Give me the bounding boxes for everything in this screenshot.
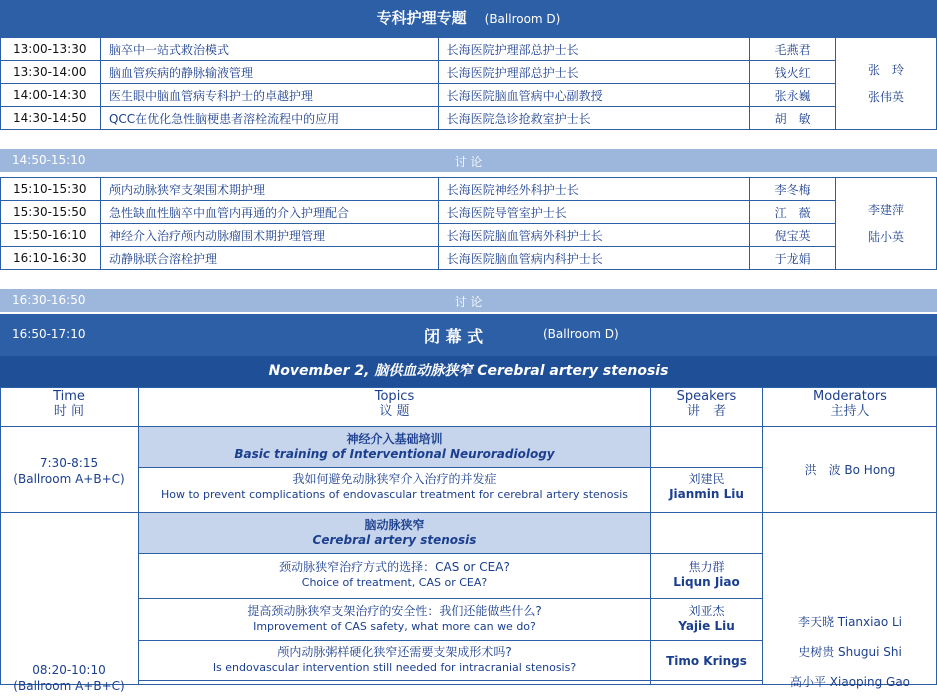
speaker-cell: 胡 敏 (750, 107, 836, 130)
header-time (0, 389, 138, 419)
session2-talk (139, 645, 650, 675)
session1-topic-en: Basic training of Interventional Neuroradiology (234, 447, 555, 461)
day-title: November 2, 脑供血动脉狭窄 Cerebral artery stenosis (268, 363, 669, 379)
topic-cell: QCC在优化急性脑梗患者溶栓流程中的应用 (100, 107, 438, 130)
speaker-name-en: Yajie Liu (678, 619, 735, 633)
org-cell: 长海医院脑血管病内科护士长 (438, 247, 750, 270)
discussion-time: 14:50-15:10 (12, 153, 86, 167)
speaker-name-en: Liqun Jiao (673, 575, 740, 589)
time-cell: 13:30-14:00 (1, 61, 101, 84)
day-title-bar (0, 356, 937, 387)
moderator-name: 李天晓 Tianxiao Li (797, 615, 903, 629)
table-row (1, 201, 937, 224)
discussion-time: 16:30-16:50 (12, 293, 86, 307)
table-row (1, 247, 937, 270)
moderator-name: 李建萍 (868, 202, 905, 217)
closing-room: (Ballroom D) (543, 327, 619, 341)
speaker-name-cn: 刘亚杰 (688, 604, 725, 618)
closing-ceremony-bar (0, 314, 937, 356)
session2-room: (Ballroom A+B+C) (13, 679, 125, 693)
moderator-name: 高小平 Xiaoping Gao (789, 675, 911, 689)
session1-topic-cn: 神经介入基础培训 (346, 432, 443, 446)
moderator-name: 陆小英 (868, 229, 905, 244)
session1-topic-box (139, 427, 650, 467)
moderator-cell (836, 38, 937, 130)
speaker-cell: 毛燕君 (750, 38, 836, 61)
topic-cell: 神经介入治疗颅内动脉瘤围术期护理管理 (100, 224, 438, 247)
session1-speaker (651, 472, 762, 502)
section-title: 专科护理专题 (376, 9, 467, 27)
topic-cell: 脑血管疾病的静脉输液管理 (100, 61, 438, 84)
time-cell: 15:10-15:30 (1, 178, 101, 201)
talk-title-cn: 颈动脉狭窄治疗方式的选择：CAS or CEA? (279, 560, 510, 574)
speaker-cell: 倪宝英 (750, 224, 836, 247)
session1-time (0, 455, 138, 487)
header-moderators (763, 389, 937, 419)
talk-title-cn: 颅内动脉粥样硬化狭窄还需要支架成形术吗? (277, 645, 512, 659)
session2-speaker (651, 604, 762, 634)
table-row (1, 38, 937, 61)
topic-cell: 急性缺血性脑卒中血管内再通的介入护理配合 (100, 201, 438, 224)
speaker-cell: 江 薇 (750, 201, 836, 224)
header-topics-en: Topics (374, 389, 415, 404)
org-cell: 长海医院脑血管病中心副教授 (438, 84, 750, 107)
talk-title-cn: 提高颈动脉狭窄支架治疗的安全性：我们还能做些什么? (247, 604, 542, 618)
table-row (1, 178, 937, 201)
grid-divider (139, 553, 762, 554)
topic-cell: 医生眼中脑血管病专科护士的卓越护理 (100, 84, 438, 107)
moderator-name: 张 玲 (868, 62, 905, 77)
org-cell: 长海医院急诊抢救室护士长 (438, 107, 750, 130)
session2-talk (139, 604, 650, 634)
session1-moderator: 洪 波 Bo Hong (804, 463, 896, 477)
section-room: (Ballroom D) (484, 12, 561, 26)
topic-cell: 动静脉联合溶栓护理 (100, 247, 438, 270)
session2-moderators (763, 607, 937, 697)
grid-divider (139, 640, 762, 641)
session1-talk (139, 472, 650, 502)
org-cell: 长海医院护理部总护士长 (438, 38, 750, 61)
header-speakers-en: Speakers (676, 389, 737, 404)
schedule-block-1 (0, 37, 937, 130)
session2-time-range: 08:20-10:10 (32, 663, 106, 677)
moderator-cell (836, 178, 937, 270)
table-row (1, 107, 937, 130)
session2-time (0, 662, 138, 694)
header-topics (139, 389, 650, 419)
header-time-cn: 时 间 (53, 404, 85, 419)
section-title-bar (0, 0, 937, 37)
grid-divider (139, 467, 762, 468)
time-cell: 14:00-14:30 (1, 84, 101, 107)
table-row (1, 84, 937, 107)
session1-time-range: 7:30-8:15 (39, 456, 99, 470)
discussion-row (0, 289, 937, 312)
closing-name: 闭 幕 式 (424, 327, 484, 346)
talk-title-cn: 我如何避免动脉狭窄介入治疗的并发症 (292, 472, 497, 486)
grid-divider (139, 598, 762, 599)
discussion-label: 讨 论 (454, 155, 483, 169)
session2-talk (139, 560, 650, 590)
session2-topic-box (139, 513, 650, 553)
speaker-name-cn: 刘建民 (688, 472, 725, 486)
org-cell: 长海医院导管室护士长 (438, 201, 750, 224)
talk-title-en: Improvement of CAS safety, what more can we do? (253, 620, 536, 633)
topic-cell: 脑卒中一站式救治模式 (100, 38, 438, 61)
org-cell: 长海医院神经外科护士长 (438, 178, 750, 201)
header-moderators-en: Moderators (813, 389, 887, 404)
speaker-name-en: Jianmin Liu (669, 487, 744, 501)
schedule-block-2 (0, 177, 937, 270)
topic-cell: 颅内动脉狭窄支架围术期护理 (100, 178, 438, 201)
speaker-name-cn: 焦力群 (688, 560, 725, 574)
speaker-cell: 李冬梅 (750, 178, 836, 201)
table-row (1, 61, 937, 84)
header-speakers-cn: 讲 者 (686, 404, 726, 419)
org-cell: 长海医院脑血管病外科护士长 (438, 224, 750, 247)
talk-title-en: How to prevent complications of endovascular treatment for cerebral artery stenosis (160, 488, 629, 501)
discussion-label: 讨 论 (454, 295, 483, 309)
talk-title-en: Choice of treatment, CAS or CEA? (301, 576, 488, 589)
org-cell: 长海医院护理部总护士长 (438, 61, 750, 84)
table-row (1, 224, 937, 247)
time-cell: 15:50-16:10 (1, 224, 101, 247)
moderator-name: 史树贵 Shugui Shi (798, 645, 902, 659)
session2-speaker: Timo Krings (666, 654, 747, 668)
speaker-cell: 张永巍 (750, 84, 836, 107)
session2-topic-cn: 脑动脉狭窄 (364, 518, 425, 532)
time-cell: 14:30-14:50 (1, 107, 101, 130)
closing-time: 16:50-17:10 (12, 327, 86, 341)
header-moderators-cn: 主持人 (830, 404, 870, 419)
time-cell: 15:30-15:50 (1, 201, 101, 224)
grid-divider (139, 680, 762, 681)
moderator-name: 张伟英 (868, 89, 905, 104)
speaker-cell: 钱火红 (750, 61, 836, 84)
session2-topic-en: Cerebral artery stenosis (312, 533, 477, 547)
header-topics-cn: 议 题 (379, 404, 410, 419)
discussion-row (0, 149, 937, 172)
session1-room: (Ballroom A+B+C) (13, 472, 125, 486)
header-time-en: Time (53, 389, 85, 404)
header-speakers (651, 389, 762, 419)
talk-title-en: Is endovascular intervention still needed for intracranial stenosis? (212, 661, 577, 674)
time-cell: 16:10-16:30 (1, 247, 101, 270)
speaker-cell: 于龙娟 (750, 247, 836, 270)
time-cell: 13:00-13:30 (1, 38, 101, 61)
session2-speaker (651, 560, 762, 590)
